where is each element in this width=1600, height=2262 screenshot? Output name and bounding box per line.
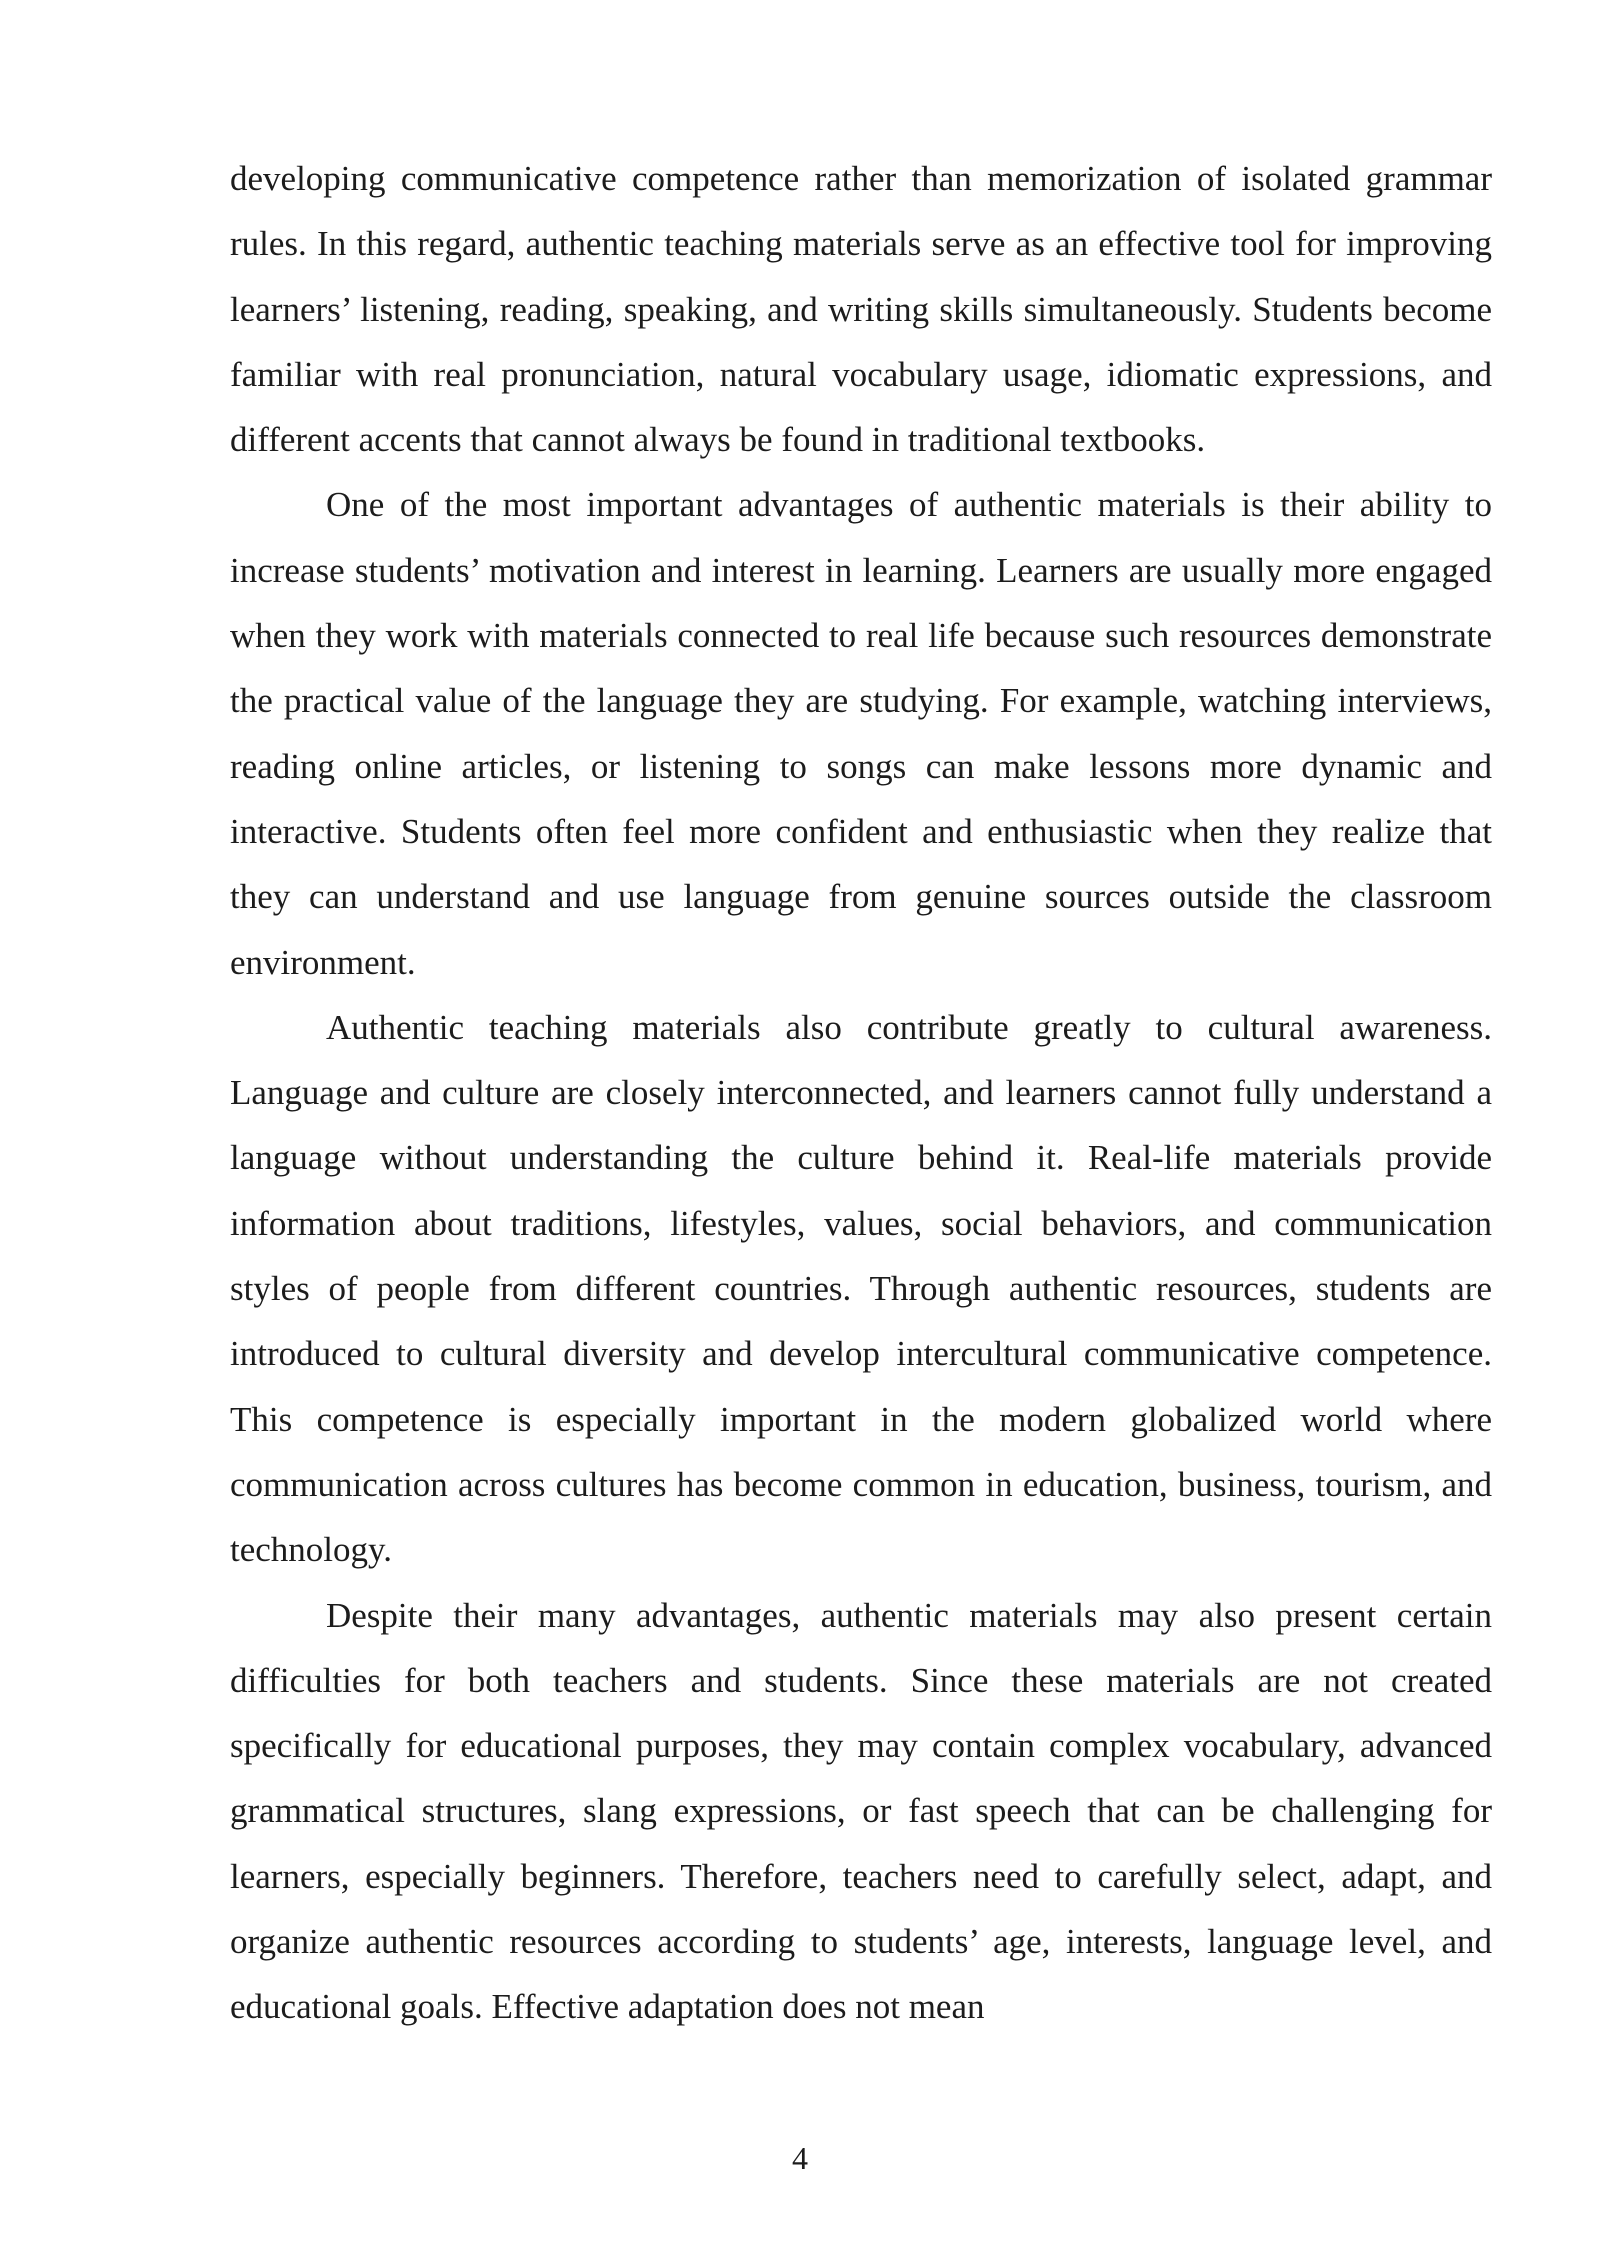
page-number: 4 [792, 2140, 808, 2176]
document-body [230, 146, 1492, 2040]
paragraph-4: Despite their many advantages, authentic materials may also present certain difficulties for both teachers and students. Since these materials are not created specifically for educational purposes, they may contain complex vocabulary, advanced grammatical structures, slang expressions, or fast speech that can be challenging for learners, especially beginners. Therefore, teachers need to carefully select, adapt, and organize authentic resources according to students’ age, interests, language level, and educational goals. Effective adaptation does not mean [230, 1595, 1492, 2027]
paragraph-3: Authentic teaching materials also contribute greatly to cultural awareness. Language and culture are closely interconnected, and learners cannot fully understand a language without understanding the culture behind it. Real-life materials provide information about traditions, lifestyles, values, social behaviors, and communication styles of people from different countries. Through authentic resources, students are introduced to cultural diversity and develop intercultural communicative competence. This competence is especially important in the modern globalized world where communication across cultures has become common in education, business, tourism, and technology. [230, 1007, 1492, 1570]
paragraph-2: One of the most important advantages of authentic materials is their ability to increase students’ motivation and interest in learning. Learners are usually more engaged when they work with materials connected to real life because such resources demonstrate the practical value of the language they are studying. For example, watching interviews, reading online articles, or listening to songs can make lessons more dynamic and interactive. Students often feel more confident and enthusiastic when they realize that they can understand and use language from genuine sources outside the classroom environment. [230, 485, 1492, 982]
paragraph-1: developing communicative competence rather than memorization of isolated grammar rules. In this regard, authentic teaching materials serve as an effective tool for improving learners’ listening, reading, speaking, and writing skills simultaneously. Students become familiar with real pronunciation, natural vocabulary usage, idiomatic expressions, and different accents that cannot always be found in traditional textbooks. [230, 159, 1492, 460]
